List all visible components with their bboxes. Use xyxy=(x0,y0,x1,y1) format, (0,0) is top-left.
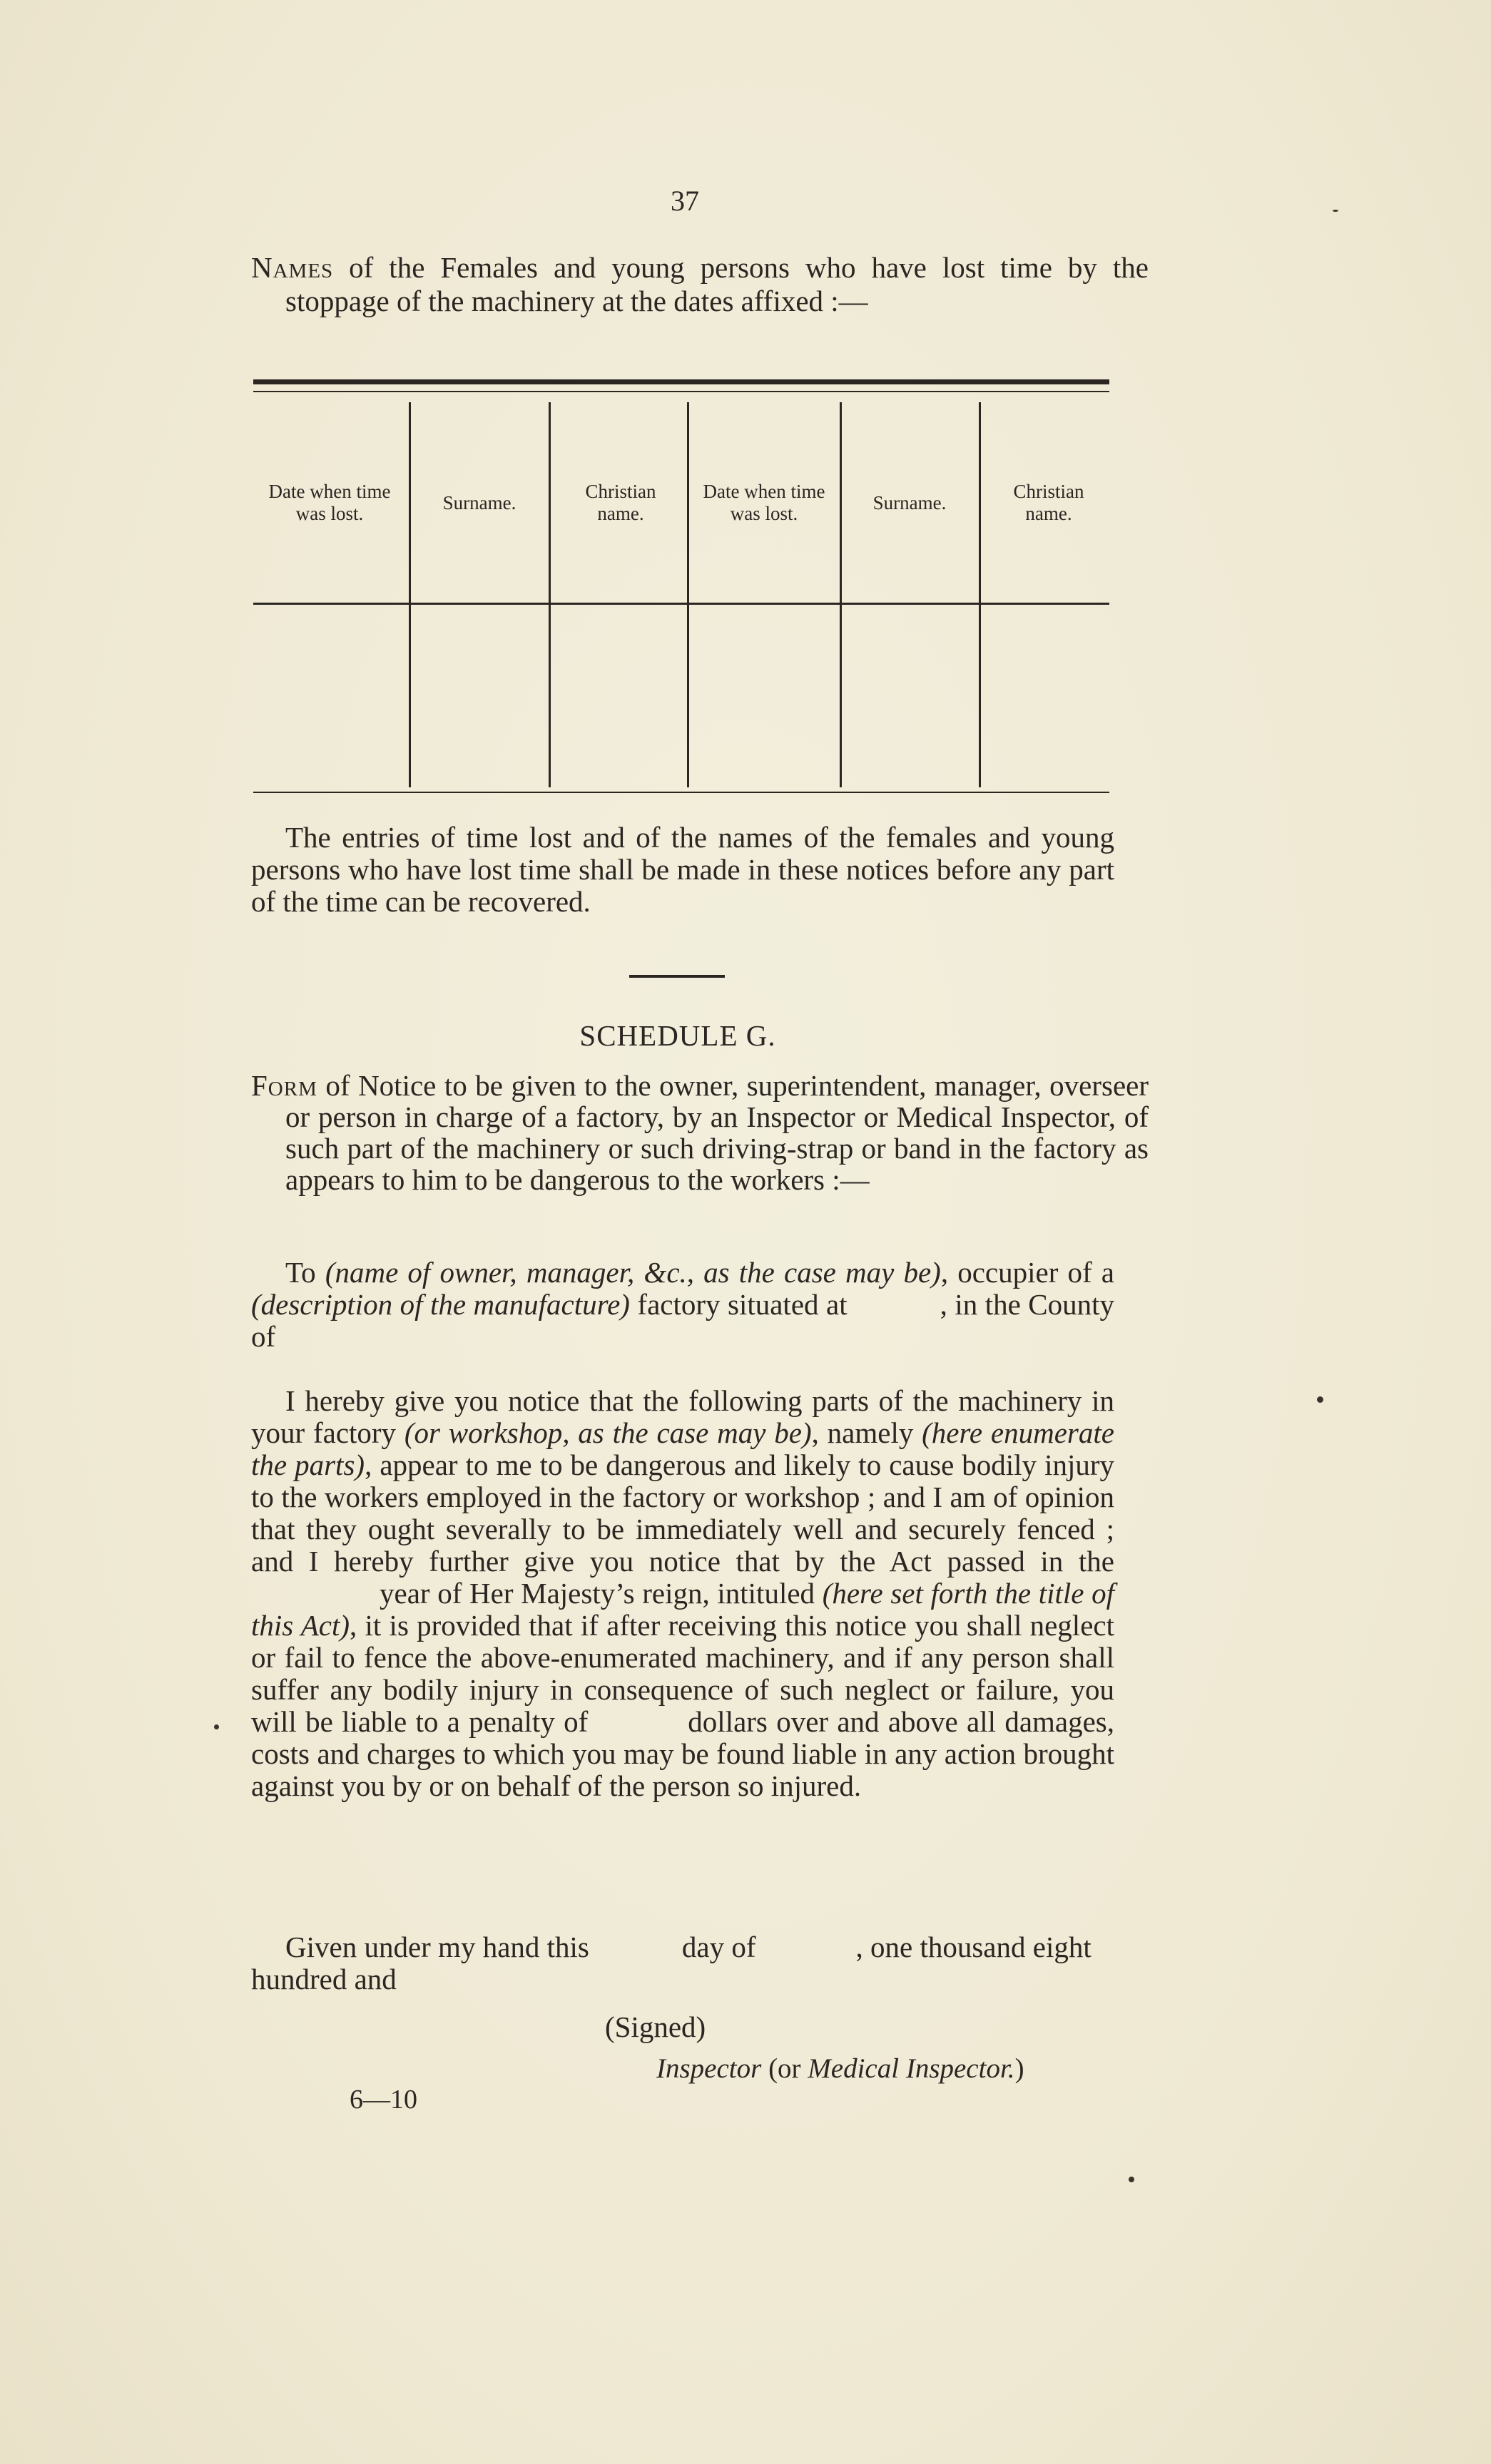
or-text: (or xyxy=(761,2053,808,2084)
table-column-divider xyxy=(687,402,689,787)
act-title-placeholder: (here set forth the title of this Act) xyxy=(251,1577,1114,1642)
parts-placeholder: (here enumerate the parts) xyxy=(251,1416,1114,1481)
form-text: of Notice to be given to the owner, superintendent, manager, overseer or person in charge of a factory, by an Inspector or Medical Inspector, of such part of the machinery or such driving-strap or band in the factory as appears to him to be dangerous to the workers :— xyxy=(285,1069,1149,1196)
table-header-date-2: Date when time was lost. xyxy=(703,481,825,524)
owner-placeholder: (name of owner, manager, &c., as the case may be) xyxy=(325,1256,941,1289)
paper-speck xyxy=(214,1724,219,1729)
notice-body-text: I hereby give you notice that the following parts of the machinery in your factory xyxy=(251,1384,1114,1449)
given-year-text: , one thousand eight hundred and xyxy=(251,1931,1091,1995)
entries-note: The entries of time lost and of the names of the females and young persons who have lost time shall be made in these notices before any part of the time can be recovered. xyxy=(251,821,1114,918)
table-header-surname-2: Surname. xyxy=(872,492,947,513)
notice-body-text: , appear to me to be dangerous and likely to cause bodily injury to the workers employed in the factory or workshop ; and I am of opinion that they ought severally to be immediately well and securely fenced ; and I hereby further give you notice that by the Act passed in the xyxy=(251,1448,1115,1578)
paper-speck xyxy=(1129,2177,1134,2182)
table-header-date-1: Date when time was lost. xyxy=(268,481,391,524)
table-column-divider xyxy=(409,402,411,787)
close-paren: ) xyxy=(1014,2053,1024,2084)
given-text: Given under my hand this xyxy=(285,1931,589,1963)
form-description xyxy=(251,1070,1149,1195)
table-column-divider xyxy=(979,402,981,787)
footer-code: 6—10 xyxy=(350,2085,417,2115)
table-column-divider xyxy=(840,402,842,787)
medical-inspector-label: Medical Inspector. xyxy=(808,2053,1015,2084)
table-header-rule xyxy=(253,603,1109,605)
manufacture-placeholder: (description of the manufacture) xyxy=(251,1288,630,1321)
county-text: , in the County of xyxy=(251,1288,1114,1353)
table-column-divider xyxy=(549,402,551,787)
to-text: To xyxy=(285,1256,325,1289)
signature-line xyxy=(656,2053,1024,2085)
schedule-title: SCHEDULE G. xyxy=(579,1019,776,1052)
notice-body-text: dollars over and above all damages, costs and charges to which you may be found liable in any action brought against you by or on behalf of the person so injured. xyxy=(251,1705,1115,1802)
names-notice-text: of the Females and young persons who have lost time by the stoppage of the machinery at the dates affixed :— xyxy=(285,251,1149,317)
table-top-rule xyxy=(253,379,1109,384)
table-top-rule-thin xyxy=(253,391,1109,392)
table-header-christian-2: Christian name. xyxy=(1013,481,1084,524)
notice-body-text: , namely xyxy=(811,1416,922,1449)
table-bottom-rule xyxy=(253,792,1109,793)
inspector-label: Inspector xyxy=(656,2053,762,2084)
section-divider xyxy=(629,975,725,978)
names-notice-heading xyxy=(251,251,1149,318)
form-lead: Form xyxy=(251,1069,317,1102)
paper-speck xyxy=(1317,1396,1323,1403)
table-header-christian-1: Christian name. xyxy=(585,481,656,524)
given-under-hand xyxy=(251,1931,1114,1995)
notice-body-text: year of Her Majesty’s reign, intituled xyxy=(380,1577,823,1610)
signed-label: (Signed) xyxy=(605,2010,706,2043)
page-number: 37 xyxy=(671,185,699,217)
paper-speck xyxy=(1333,210,1338,212)
addressee-paragraph xyxy=(251,1257,1114,1353)
situated-text: factory situated at xyxy=(629,1288,848,1321)
lost-time-table xyxy=(253,379,1109,797)
names-notice-lead: Names xyxy=(251,251,334,284)
occupier-text: , occupier of a xyxy=(940,1256,1114,1289)
notice-body xyxy=(251,1385,1114,1802)
given-day-text: day of xyxy=(681,1931,756,1963)
table-header-surname-1: Surname. xyxy=(442,492,516,513)
workshop-placeholder: (or workshop, as the case may be) xyxy=(404,1416,812,1449)
notice-body-text: , it is provided that if after receiving this notice you shall neglect or fail to fence the above-enumerated machinery, and if any person shall suffer any bodily injury in consequence of such neglect or failure, you will be liable to a penalty of xyxy=(251,1609,1114,1738)
